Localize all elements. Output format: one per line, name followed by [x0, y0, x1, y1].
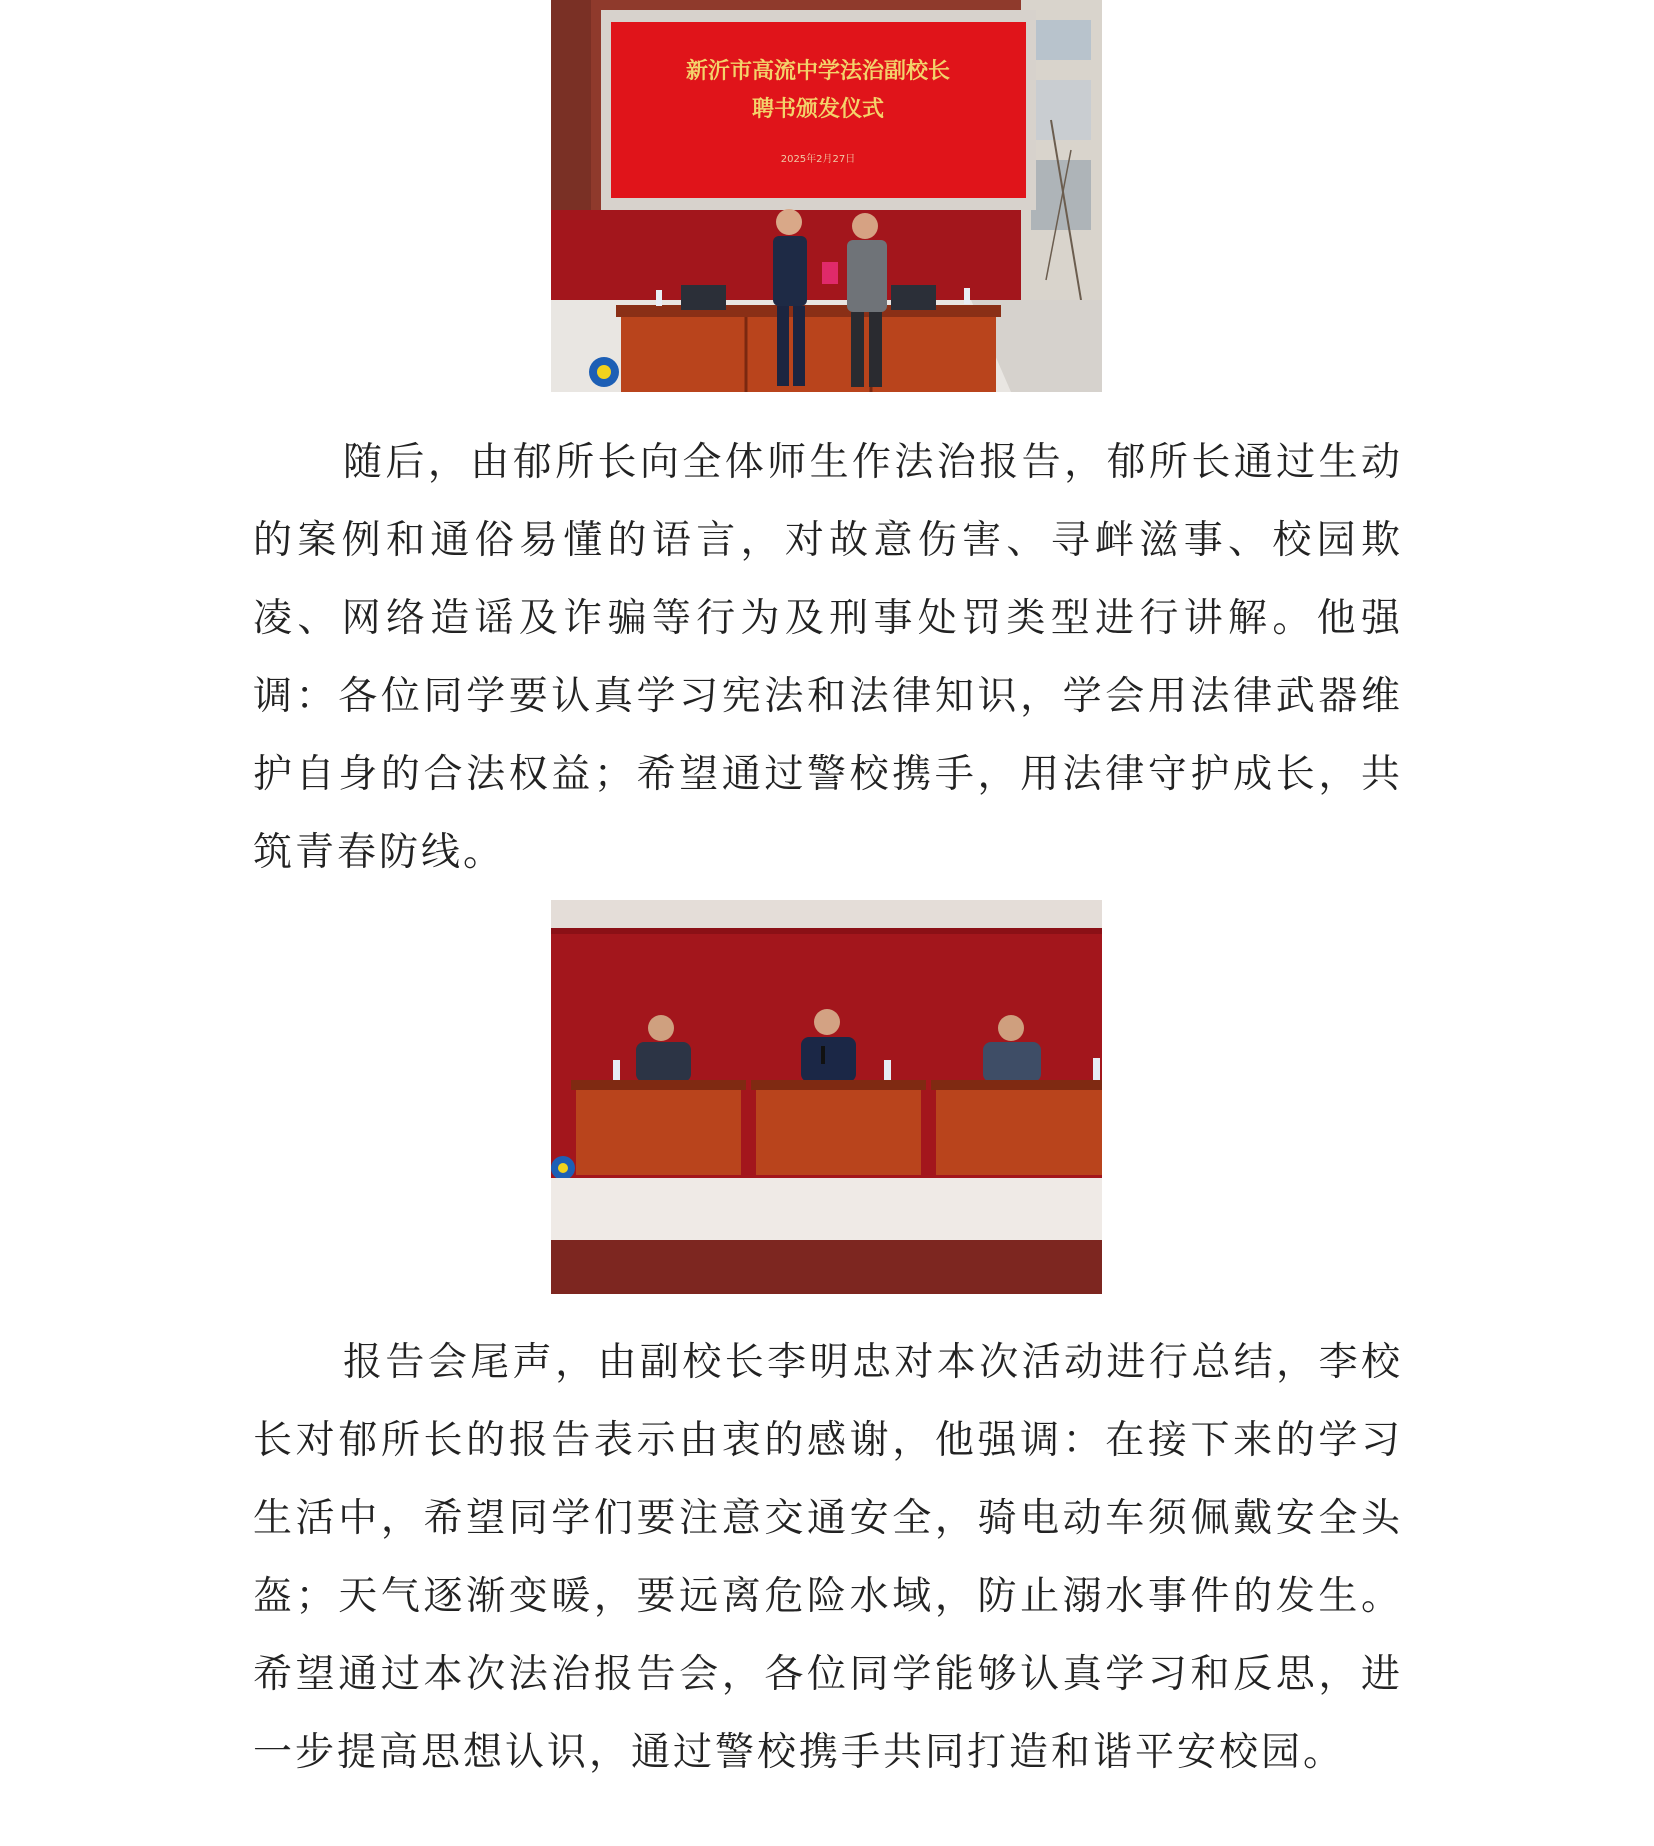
paragraph-report: 随后，由郁所长向全体师生作法治报告，郁所长通过生动的案例和通俗易懂的语言，对故意伤害、寻衅滋事、校园欺凌、网络造谣及诈骗等行为及刑事处罚类型进行讲解。他强调：各位同学要认真学习宪法和法律知识，学会用法律武器维护自身的合法权益；希望通过警校携手，用法律守护成长，共筑青春防线。	[253, 440, 1403, 875]
banner-title-line2: 聘书颁发仪式	[751, 96, 885, 122]
paragraph-summary: 报告会尾声，由副校长李明忠对本次活动进行总结，李校长对郁所长的报告表示由衷的感谢，他强调：在接下来的学习生活中，希望同学们要注意交通安全，骑电动车须佩戴安全头盔；天气逐渐变暖，要远离危险水域，防止溺水事件的发生。希望通过本次法治报告会，各位同学能够认真学习和反思，进一步提高思想认识，通过警校携手共同打造和谐平安校园。	[253, 1340, 1403, 1775]
ceremony-photo	[551, 0, 1102, 392]
banner-date: 2025年2月27日	[780, 154, 856, 165]
ceremony-photo-illustration	[551, 0, 1102, 392]
report-meeting-photo-illustration	[551, 900, 1102, 1294]
banner-title-line1: 新沂市高流中学法治副校长	[685, 58, 951, 84]
report-meeting-photo	[551, 900, 1102, 1294]
